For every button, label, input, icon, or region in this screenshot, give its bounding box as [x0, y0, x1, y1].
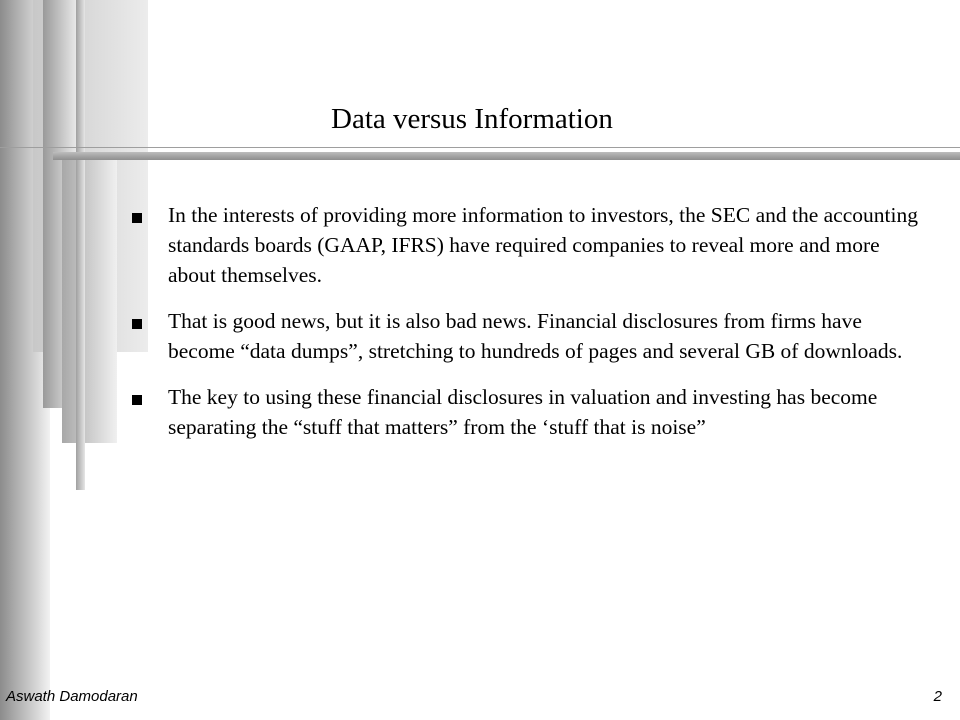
bullet-item	[130, 200, 930, 290]
slide-title: Data versus Information	[331, 103, 613, 135]
square-bullet-icon	[132, 395, 142, 405]
decorative-bar-inner	[62, 160, 117, 443]
title-divider-thick	[53, 152, 960, 160]
square-bullet-icon	[132, 319, 142, 329]
footer-author: Aswath Damodaran	[6, 688, 138, 705]
decorative-bar-narrow	[76, 0, 85, 490]
bullet-text: That is good news, but it is also bad news. Financial disclosures from firms have become “data dumps”, stretching to hundreds of pages and several GB of downloads.	[168, 309, 903, 363]
square-bullet-icon	[132, 213, 142, 223]
bullet-text: The key to using these financial disclosures in valuation and investing has become separating the “stuff that matters” from the ‘stuff that is noise”	[168, 385, 878, 439]
title-divider-thin	[0, 147, 960, 148]
bullet-item	[130, 382, 930, 442]
bullet-item	[130, 306, 930, 366]
bullet-text: In the interests of providing more information to investors, the SEC and the accounting standards boards (GAAP, IFRS) have required companies to reveal more and more about themselves.	[168, 203, 918, 287]
page-number: 2	[933, 688, 942, 705]
bullet-list	[130, 200, 930, 458]
